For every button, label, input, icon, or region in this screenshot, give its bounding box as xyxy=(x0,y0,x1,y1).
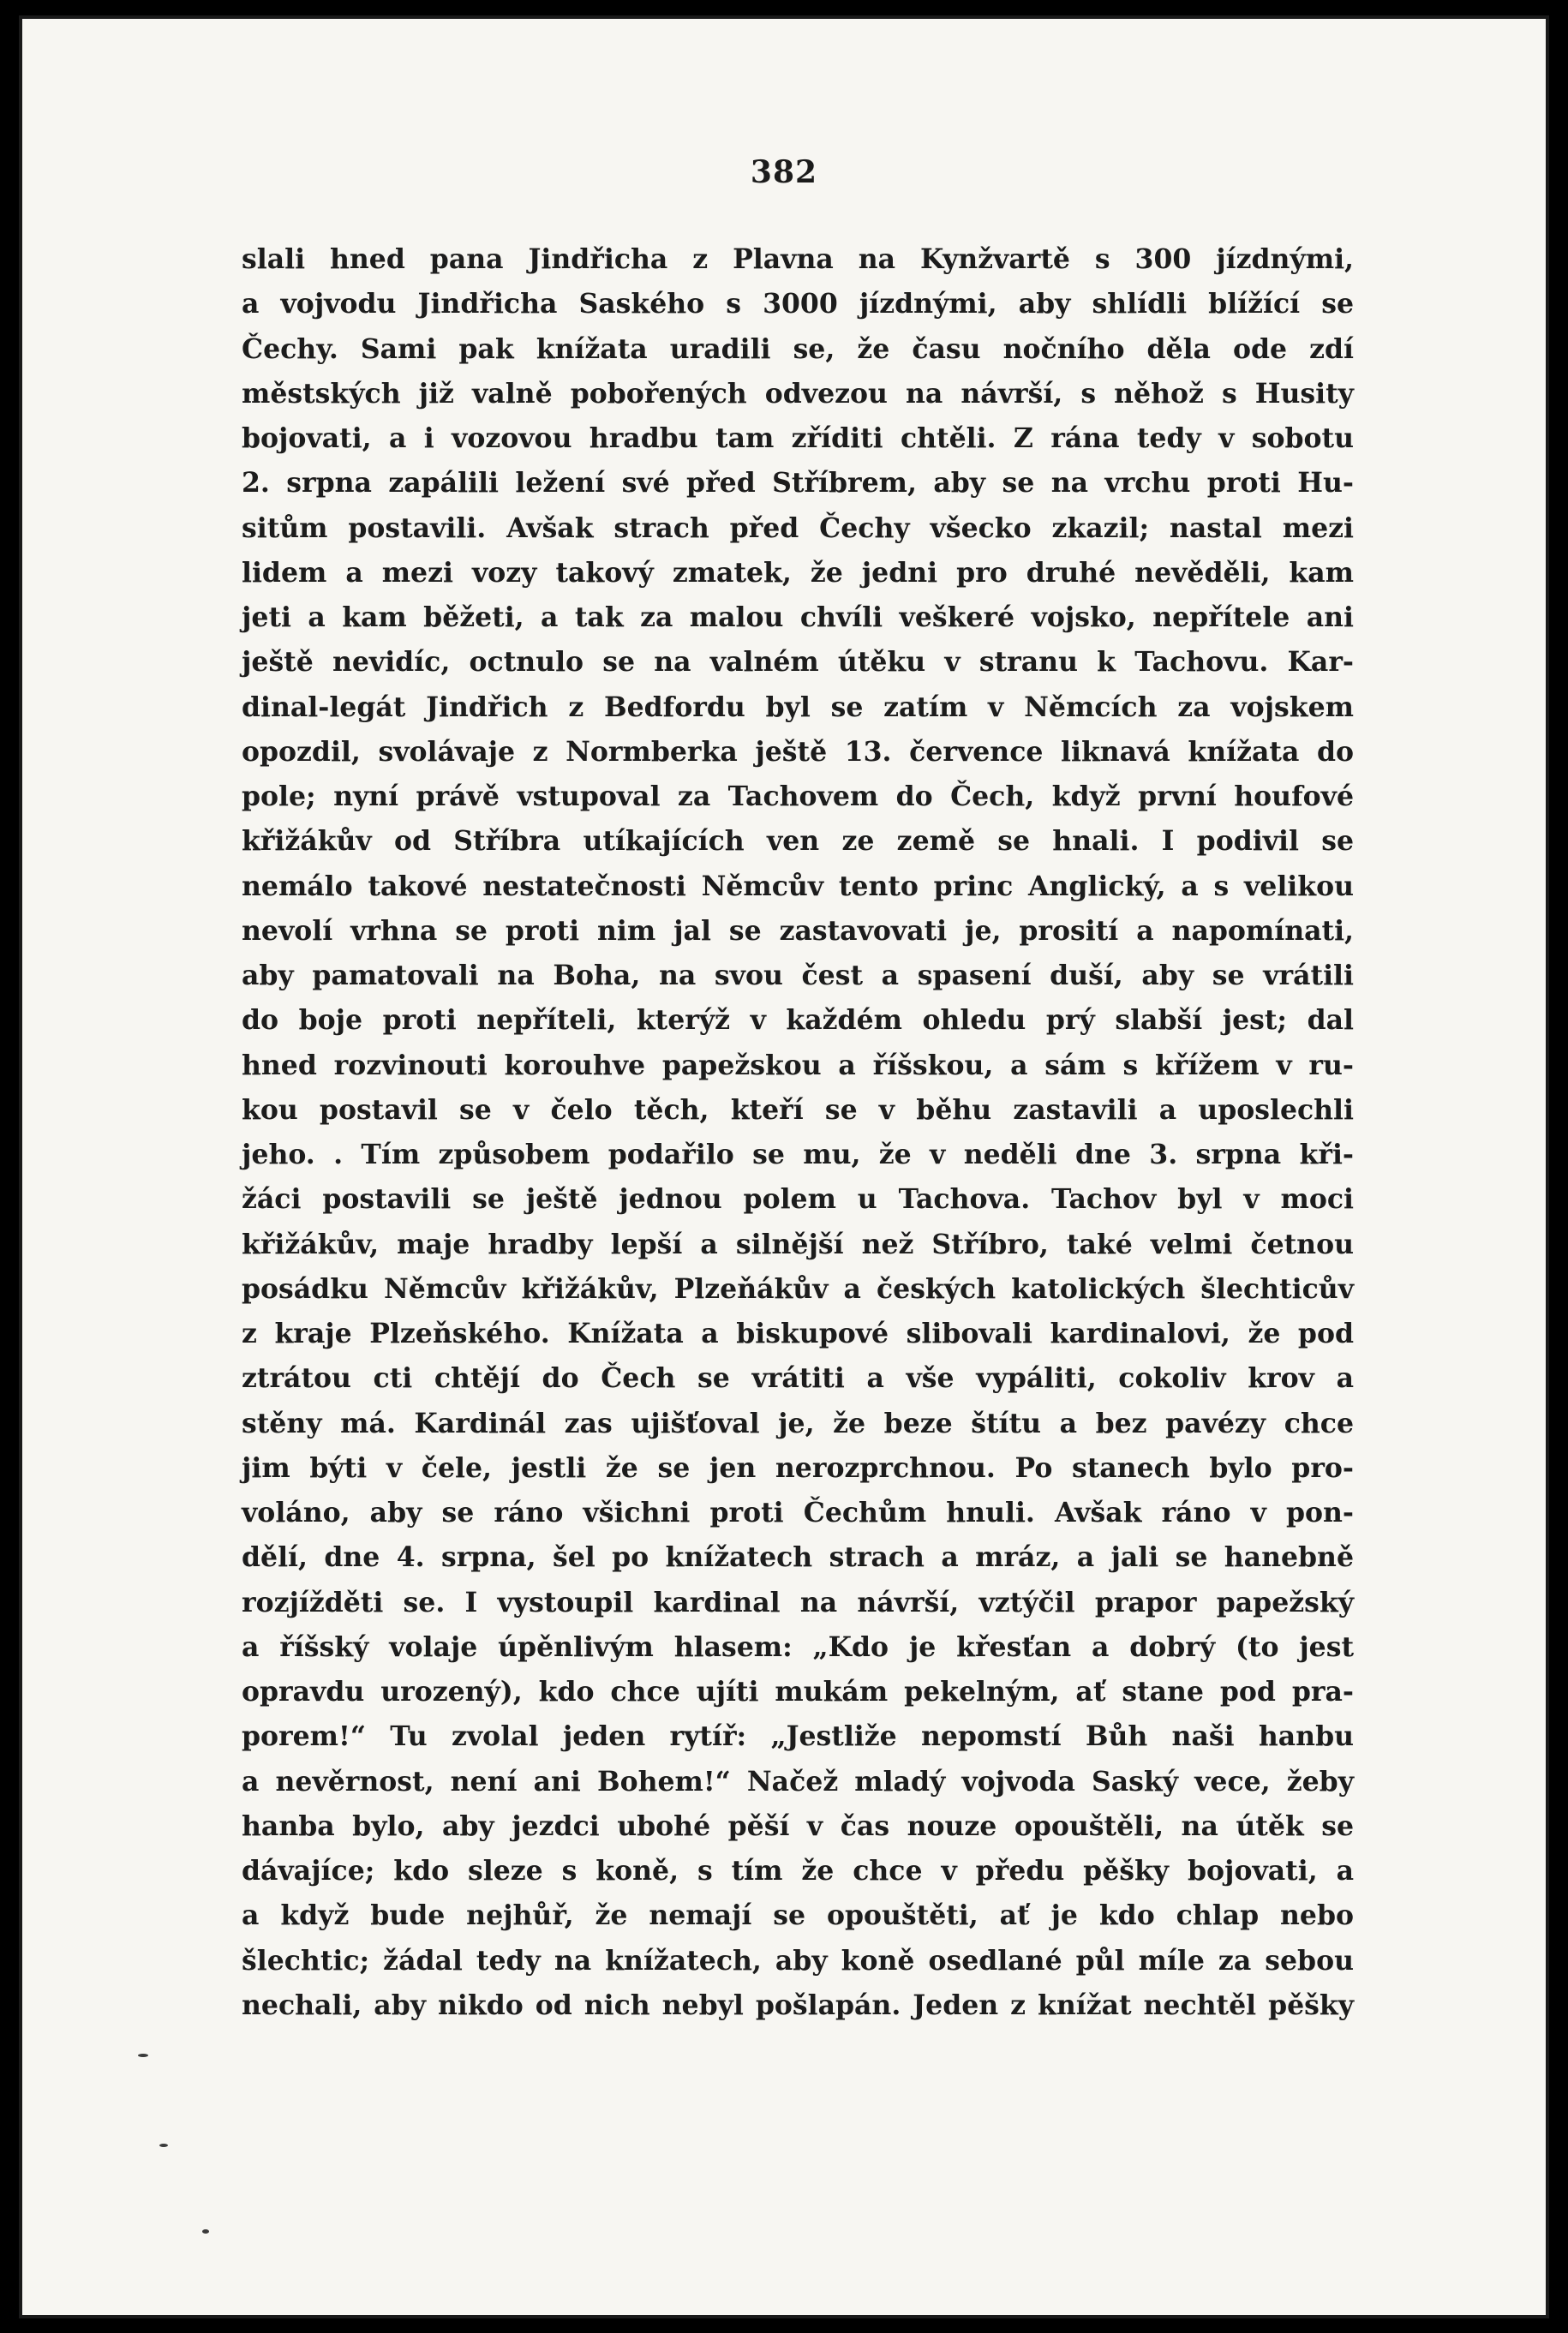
text-line: jeti a kam běžeti, a tak za malou chvíli veškeré vojsko, nepřítele ani xyxy=(242,601,1354,633)
text-line: Čechy. Sami pak knížata uradili se, že času nočního děla ode zdí xyxy=(242,332,1354,365)
text-line: stěny má. Kardinál zas ujišťoval je, že beze štítu a bez pavézy chce xyxy=(242,1407,1354,1439)
text-line: nechali, aby nikdo od nich nebyl pošlapán. Jeden z knížat nechtěl pěšky xyxy=(242,1989,1354,2021)
text-line: bojovati, a i vozovou hradbu tam zříditi chtěli. Z rána tedy v sobotu xyxy=(242,422,1354,454)
text-line: nemálo takové nestatečnosti Němcův tento princ Anglický, a s velikou xyxy=(242,870,1354,902)
text-line: a nevěrnost, není ani Bohem!“ Načež mladý vojvoda Saský vece, žeby xyxy=(242,1765,1354,1798)
text-line: opozdil, svolávaje z Normberka ještě 13. července liknavá knížata do xyxy=(242,735,1354,768)
text-line: 2. srpna zapálili ležení své před Stříbrem, aby se na vrchu proti Hu- xyxy=(242,467,1354,500)
text-line: křižákův, maje hradby lepší a silnější než Stříbro, také velmi četnou xyxy=(242,1228,1354,1260)
text-line: šlechtic; žádal tedy na knížatech, aby koně osedlané půl míle za sebou xyxy=(242,1944,1354,1977)
text-line: opravdu urozený), kdo chce ujíti mukám pekelným, ať stane pod pra- xyxy=(242,1676,1354,1708)
text-line: a říšský volaje úpěnlivým hlasem: „Kdo je křesťan a dobrý (to jest xyxy=(242,1630,1354,1663)
text-line: hned rozvinouti korouhve papežskou a říšskou, a sám s křížem v ru- xyxy=(242,1049,1354,1081)
text-line: hanba bylo, aby jezdci ubohé pěší v čas nouze opouštěli, na útěk se xyxy=(242,1810,1354,1842)
text-line: slali hned pana Jindřicha z Plavna na Kynžvartě s 300 jízdnými, xyxy=(242,243,1354,275)
scan-speck xyxy=(159,2144,168,2147)
text-line: nevolí vrhna se proti nim jal se zastavovati je, prosití a napomínati, xyxy=(242,914,1354,947)
text-line: aby pamatovali na Boha, na svou čest a spasení duší, aby se vrátili xyxy=(242,960,1354,991)
scan-speck xyxy=(138,2054,148,2057)
page-number: 382 xyxy=(750,154,818,190)
text-line: porem!“ Tu zvolal jeden rytíř: „Jestliže nepomstí Bůh naši hanbu xyxy=(242,1720,1354,1753)
text-line: voláno, aby se ráno všichni proti Čechům hnuli. Avšak ráno v pon- xyxy=(242,1497,1354,1528)
text-line: z kraje Plzeňského. Knížata a biskupové slibovali kardinalovi, že pod xyxy=(242,1318,1354,1349)
scan-speck xyxy=(202,2229,209,2234)
body-text xyxy=(242,237,1354,2028)
text-line: dávajíce; kdo sleze s koně, s tím že chce v předu pěšky bojovati, a xyxy=(242,1855,1354,1887)
text-line: pole; nyní právě vstupoval za Tachovem do Čech, když první houfové xyxy=(242,781,1354,812)
book-page xyxy=(19,15,1549,2318)
text-line: dinal-legát Jindřich z Bedfordu byl se zatím v Němcích za vojskem xyxy=(242,691,1354,723)
text-line: ztrátou cti chtějí do Čech se vrátiti a vše vypáliti, cokoliv krov a xyxy=(242,1362,1354,1395)
text-line: a vojvodu Jindřicha Saského s 3000 jízdnými, aby shlídli blížící se xyxy=(242,288,1354,320)
text-line: a když bude nejhůř, že nemají se opouštěti, ať je kdo chlap nebo xyxy=(242,1899,1354,1932)
text-line: sitům postavili. Avšak strach před Čechy všecko zkazil; nastal mezi xyxy=(242,511,1354,544)
text-line: jeho. . Tím způsobem podařilo se mu, že v neděli dne 3. srpna kři- xyxy=(242,1139,1354,1170)
text-line: křižákův od Stříbra utíkajících ven ze země se hnali. I podivil se xyxy=(242,825,1354,858)
text-line: městských již valně pobořených odvezou na návrší, s něhož s Husity xyxy=(242,377,1354,410)
text-line: lidem a mezi vozy takový zmatek, že jedni pro druhé nevěděli, kam xyxy=(242,556,1354,589)
text-line: ještě nevidíc, octnulo se na valném útěku v stranu k Tachovu. Kar- xyxy=(242,646,1354,679)
text-line: do boje proti nepříteli, kterýž v každém ohledu prý slabší jest; dal xyxy=(242,1004,1354,1037)
text-line: jim býti v čele, jestli že se jen nerozprchnou. Po stanech bylo pro- xyxy=(242,1451,1354,1484)
text-line: posádku Němcův křižákův, Plzeňákův a českých katolických šlechticův xyxy=(242,1272,1354,1305)
text-line: rozjížděti se. I vystoupil kardinal na návrší, vztýčil prapor papežský xyxy=(242,1586,1354,1618)
text-line: dělí, dne 4. srpna, šel po knížatech strach a mráz, a jali se hanebně xyxy=(242,1541,1354,1574)
text-line: kou postavil se v čelo těch, kteří se v běhu zastavili a uposlechli xyxy=(242,1093,1354,1126)
text-line: žáci postavili se ještě jednou polem u Tachova. Tachov byl v moci xyxy=(242,1183,1354,1216)
